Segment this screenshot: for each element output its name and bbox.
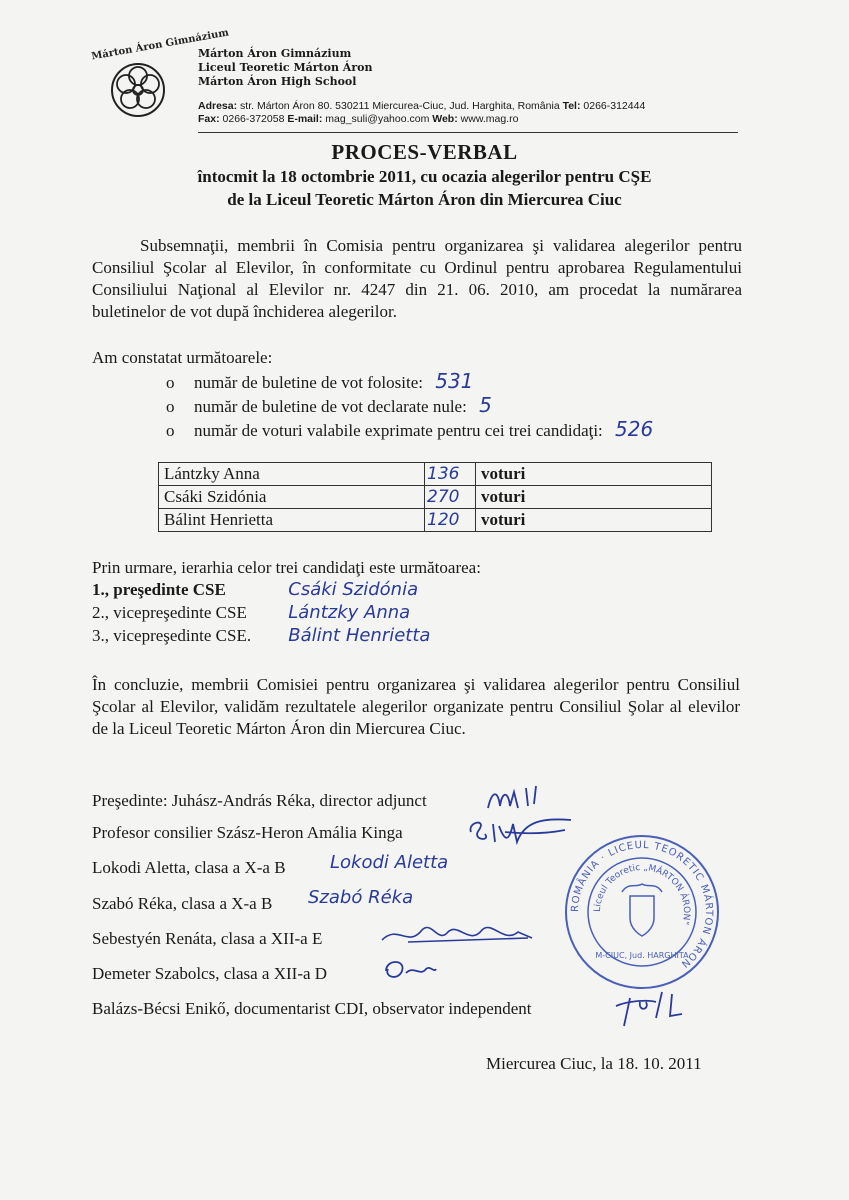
document-subtitle-1: întocmit la 18 octombrie 2011, cu ocazia alegerilor pentru CŞE [197,167,652,186]
finding-value-handwritten: 526 [615,417,654,441]
address-label: Adresa: [198,100,238,112]
school-name-block [198,47,372,89]
finding-item [166,370,473,394]
signature-szabo: Szabó Réka [308,887,414,908]
stamp-inner-text: Liceul Teoretic „MÁRTON ÁRON" [592,862,692,926]
ranking-name-handwritten: Lántzky Anna [288,602,411,623]
finding-value-handwritten: 5 [479,393,492,417]
table-row [159,463,712,486]
place-date: Miercurea Ciuc, la 18. 10. 2011 [486,1054,702,1073]
signature-demeter [380,955,440,985]
ranking-role: 1., preşedinte CSE [92,580,226,599]
finding-label: număr de buletine de vot folosite: [194,373,423,392]
vote-unit: voturi [476,509,712,532]
table-row [159,509,712,532]
bullet-icon: o [166,397,175,416]
ranking-name-handwritten: Csáki Szidónia [288,579,419,600]
vote-unit: voturi [476,463,712,486]
ranking-item [92,579,418,601]
signatory-line: Sebestyén Renáta, clasa a XII-a E [92,929,323,948]
document-title: PROCES-VERBAL [331,140,518,164]
document-subtitle-2: de la Liceul Teoretic Márton Áron din Miercurea Ciuc [227,190,622,209]
conclusion-paragraph: În concluzie, membrii Comisiei pentru organizarea şi validarea alegerilor pentru Consiliul Şcolar al Elevilor, validăm rezultatele alegerilor organizate pentru Consiliul Şolar al elevilor de la Liceul Teoretic Márton Áron din Miercurea Ciuc. [92,675,740,738]
bullet-icon: o [166,421,175,440]
ranking-role: 3., vicepreşedinte CSE. [92,626,252,645]
intro-paragraph: Subsemnaţii, membrii în Comisia pentru organizarea şi validarea alegerilor pentru Consiliul Şcolar al Elevilor, în conformitate cu Ordinul pentru aprobarea Regulamentului Consiliului Naţional al Elevilor nr. 4247 din 21. 06. 2010, am procedat la numărarea buletinelor de vot după închiderea alegerilor. [92,236,742,321]
table-row [159,486,712,509]
fax-label: Fax: [198,113,220,125]
header-divider [198,132,738,133]
web-value: www.mag.ro [460,113,519,125]
finding-label: număr de voturi valabile exprimate pentru cei trei candidaţi: [194,421,603,440]
finding-item [166,418,653,442]
candidate-name: Lántzky Anna [159,463,425,486]
ranking-item [92,602,410,624]
signature-juhasz [484,782,544,816]
fax-value: 0266-372058 [222,113,285,125]
signature-balazs [610,988,690,1028]
finding-value-handwritten: 531 [435,369,474,393]
signatory-line: Szabó Réka, clasa a X-a B [92,894,273,913]
school-name-en: Márton Áron High School [198,75,357,88]
svg-text:Liceul Teoretic „MÁRTON ÁRON" [593,863,691,926]
vote-count-handwritten: 120 [425,509,476,532]
school-address-block [198,100,645,126]
votes-table [158,462,712,532]
web-label: Web: [432,113,458,125]
bullet-icon: o [166,373,175,392]
ranking-item [92,625,430,647]
tel-value: 0266-312444 [583,100,646,112]
candidate-name: Bálint Henrietta [159,509,425,532]
signatory-line: Profesor consilier Szász-Heron Amália Kinga [92,823,403,842]
email-value: mag_suli@yahoo.com [325,113,430,125]
stamp-outer-text: ROMÂNIA · LICEUL TEORETIC MÁRTON ÁRON [569,839,715,970]
signatory-line: Balázs-Bécsi Enikő, documentarist CDI, observator independent [92,999,532,1018]
address-value: str. Márton Áron 80. 530211 Miercurea-Ciuc, Jud. Harghita, România [240,100,560,112]
official-stamp [562,832,722,992]
finding-item [166,394,492,418]
finding-label: număr de buletine de vot declarate nule: [194,397,467,416]
email-label: E-mail: [287,113,323,125]
vote-count-handwritten: 270 [425,486,476,509]
school-name-hu: Márton Áron Gimnázium [198,47,352,60]
ranking-name-handwritten: Bálint Henrietta [288,625,431,646]
findings-intro: Am constatat următoarele: [92,348,273,367]
signatory-line: Preşedinte: Juhász-András Réka, director adjunct [92,791,427,810]
signature-szasz [465,812,575,852]
candidate-name: Csáki Szidónia [159,486,425,509]
tel-label: Tel: [562,100,581,112]
vote-count-handwritten: 136 [425,463,476,486]
vote-unit: voturi [476,486,712,509]
ranking-role: 2., vicepreşedinte CSE [92,603,247,622]
svg-text:Márton Áron Gimnázium: Márton Áron Gimnázium [90,27,230,63]
signatory-line: Lokodi Aletta, clasa a X-a B [92,858,286,877]
school-name-ro: Liceul Teoretic Márton Áron [198,61,373,74]
signatory-line: Demeter Szabolcs, clasa a XII-a D [92,964,328,983]
signature-lokodi: Lokodi Aletta [330,852,449,873]
stamp-city-text: M-CIUC, Jud. HARGHITA [595,951,689,960]
ranking-intro: Prin urmare, ierarhia celor trei candidaţi este următoarea: [92,558,481,577]
signature-sebestyen [378,918,538,952]
